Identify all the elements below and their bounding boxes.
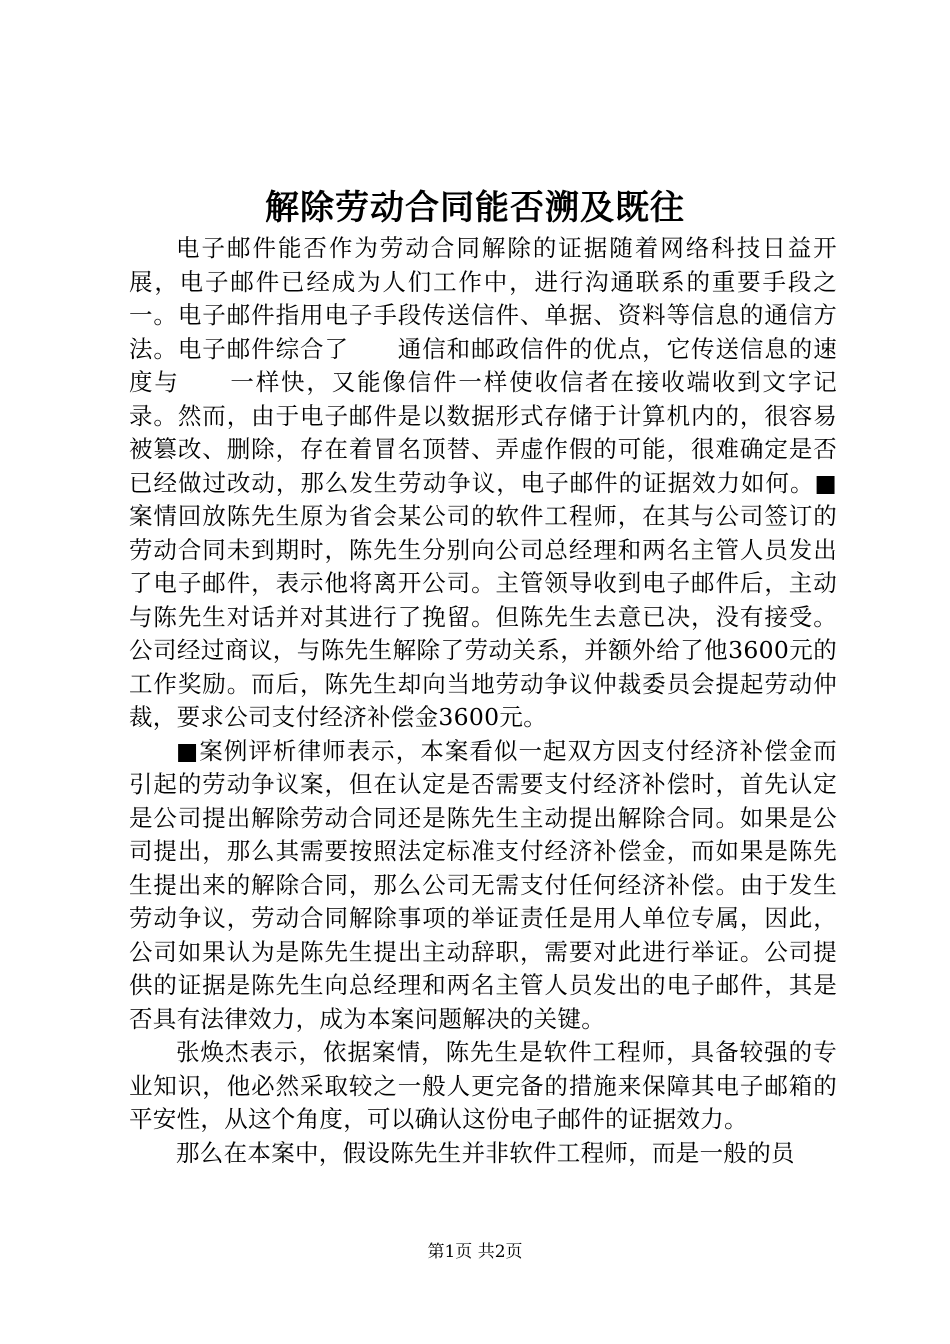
document-title: 解除劳动合同能否溯及既往 xyxy=(265,188,685,228)
document-body xyxy=(129,232,837,1170)
paragraph-3: 张焕杰表示，依据案情，陈先生是软件工程师，具备较强的专业知识，他必然采取较之一般人更完备的措施来保障其电子邮箱的平安性，从这个角度，可以确认这份电子邮件的证据效力。 xyxy=(129,1038,837,1133)
paragraph-2: ■案例评析律师表示，本案看似一起双方因支付经济补偿金而引起的劳动争议案，但在认定是否需要支付经济补偿时，首先认定是公司提出解除劳动合同还是陈先生主动提出解除合同。如果是公司提出，那么其需要按照法定标准支付经济补偿金，而如果是陈先生提出来的解除合同，那么公司无需支付任何经济补偿。由于发生劳动争议，劳动合同解除事项的举证责任是用人单位专属，因此，公司如果认为是陈先生提出主动辞职，需要对此进行举证。公司提供的证据是陈先生向总经理和两名主管人员发出的电子邮件，其是否具有法律效力，成为本案问题解决的关键。 xyxy=(129,736,837,1033)
page-footer: 第1页 共2页 xyxy=(427,1242,523,1262)
paragraph-1: 电子邮件能否作为劳动合同解除的证据随着网络科技日益开展，电子邮件已经成为人们工作中，进行沟通联系的重要手段之一。电子邮件指用电子手段传送信件、单据、资料等信息的通信方法。电子邮件综合了 通信和邮政信件的优点，它传送信息的速度与 一样快，又能像信件一样使收信者在接收端收到文字记录。然而，由于电子邮件是以数据形式存储于计算机内的，很容易被篡改、删除，存在着冒名顶替、弄虚作假的可能，很难确定是否已经做过改动，那么发生劳动争议，电子邮件的证据效力如何。■案情回放陈先生原为省会某公司的软件工程师，在其与公司签订的劳动合同未到期时，陈先生分别向公司总经理和两名主管人员发出了电子邮件，表示他将离开公司。主管领导收到电子邮件后，主动与陈先生对话并对其进行了挽留。但陈先生去意已决，没有接受。公司经过商议，与陈先生解除了劳动关系，并额外给了他3600元的工作奖励。而后，陈先生却向当地劳动争议仲裁委员会提起劳动仲裁，要求公司支付经济补偿金3600元。 xyxy=(129,234,837,731)
paragraph-4: 那么在本案中，假设陈先生并非软件工程师，而是一般的员 xyxy=(176,1138,795,1167)
